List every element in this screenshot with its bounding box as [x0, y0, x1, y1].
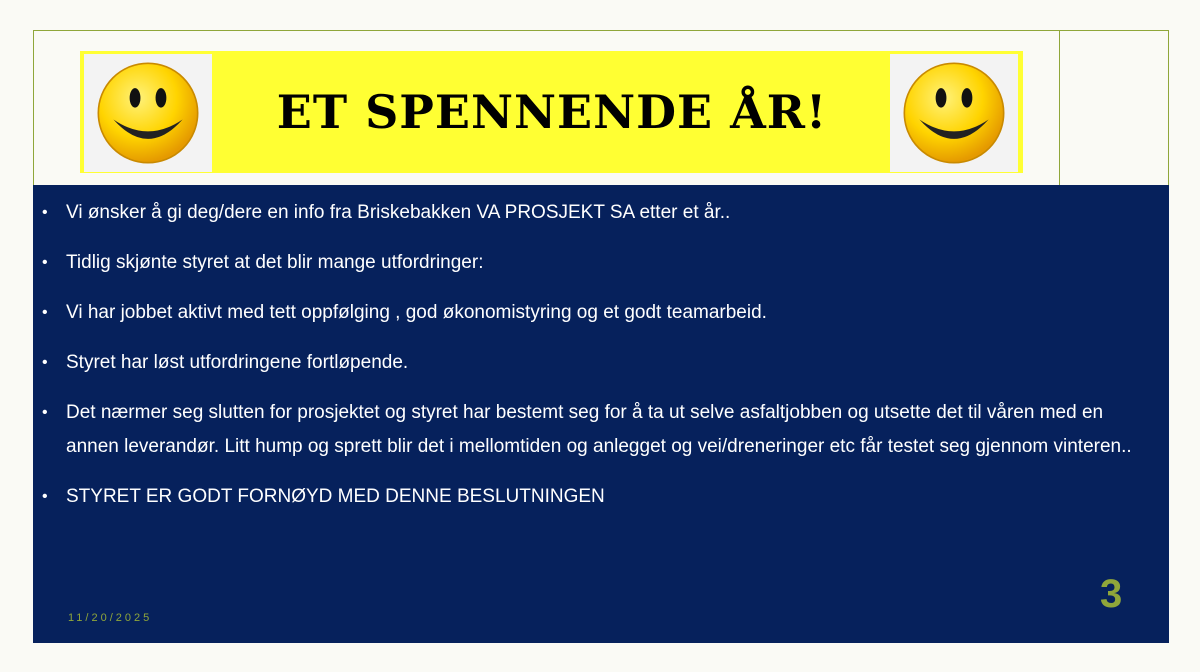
bullet-item	[42, 196, 1157, 230]
bullet-text: Vi har jobbet aktivt med tett oppfølging , god økonomistyring og et godt teamarbeid.	[66, 302, 767, 323]
bullet-text: Vi ønsker å gi deg/dere en info fra Briskebakken VA PROSJEKT SA etter et år..	[66, 202, 731, 223]
slide-title: ET SPENNENDE ÅR!	[276, 85, 828, 139]
header-frame-right-edge	[1168, 30, 1169, 185]
bullet-dot: •	[42, 304, 48, 321]
bullet-text: Styret har løst utfordringene fortløpende.	[66, 352, 409, 373]
bullet-item	[42, 346, 1157, 380]
slide-date: 11/20/2025	[68, 612, 153, 624]
bullet-dot: •	[42, 204, 48, 221]
bullet-item	[42, 246, 1157, 280]
bullet-item	[42, 480, 1157, 514]
bullet-list	[42, 196, 1157, 530]
smiley-face-icon	[900, 59, 1008, 167]
page-number: 3	[1100, 572, 1123, 616]
smiley-face-icon	[94, 59, 202, 167]
bullet-dot: •	[42, 254, 48, 271]
bullet-dot: •	[42, 354, 48, 371]
smiley-right	[890, 54, 1018, 172]
bullet-dot: •	[42, 404, 48, 421]
bullet-item	[42, 396, 1157, 464]
bullet-text: Det nærmer seg slutten for prosjektet og styret har bestemt seg for å ta ut selve asfaltjobben og utsette det til våren med en annen leverandør. Litt hump og sprett blir det i mellomtiden og anlegget og vei/dreneringer etc får testet seg gjennom vinteren..	[66, 402, 1132, 457]
bullet-dot: •	[42, 488, 48, 505]
bullet-text: Tidlig skjønte styret at det blir mange utfordringer:	[66, 252, 484, 273]
header-frame-top-right	[1059, 30, 1169, 31]
smiley-left	[84, 54, 212, 172]
bullet-item	[42, 296, 1157, 330]
header-divider	[1059, 30, 1060, 185]
bullet-text: STYRET ER GODT FORNØYD MED DENNE BESLUTNINGEN	[66, 486, 605, 507]
